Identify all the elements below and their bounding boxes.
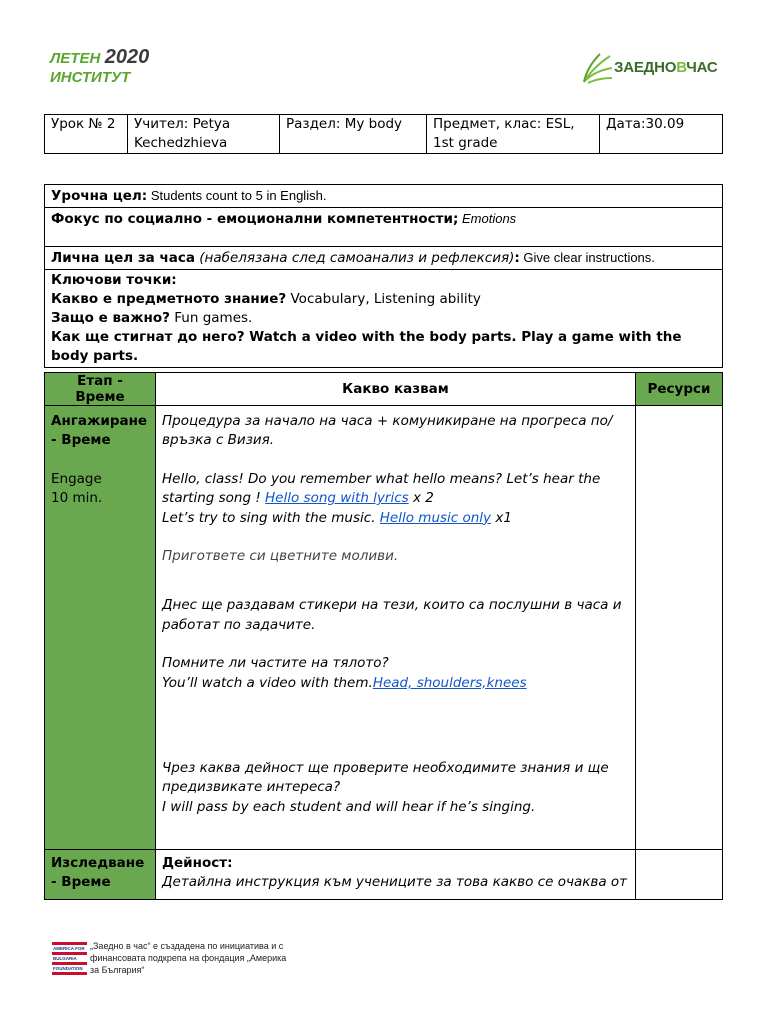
personal-goal-label: Лична цел за часа xyxy=(51,250,195,266)
engage-video-text: You’ll watch a video with them. xyxy=(162,674,373,691)
section-cell: Раздел: My body xyxy=(280,115,427,154)
explore-stage-title: Изследване - Време xyxy=(51,855,145,891)
logo-word-v: В xyxy=(676,59,687,76)
personal-goal-value: Give clear instructions. xyxy=(519,250,655,265)
flag-text-1: AMERICA FOR xyxy=(53,946,85,951)
engage-body-parts-question: Помните ли частите на тялото? xyxy=(162,655,389,672)
explore-stage-cell xyxy=(45,850,156,900)
hello-music-only-link[interactable]: Hello music only xyxy=(379,509,492,526)
explore-content-cell xyxy=(156,850,636,900)
engage-hello-text: Hello, class! Do you remember what hello means? Let’s hear the starting song ! xyxy=(162,470,601,507)
subject-cell: Предмет, клас: ESL, 1st grade xyxy=(427,115,600,154)
engage-hello-line xyxy=(162,470,629,509)
america-for-bulgaria-foundation-logo xyxy=(52,940,87,978)
engage-stickers-note: Днес ще раздавам стикери на тези, които са послушни в часа и работат по задачите. xyxy=(162,597,622,633)
engage-resources-cell xyxy=(636,406,723,850)
lesson-info-table xyxy=(44,114,723,154)
footer-line2: финансовата подкрепа на фондация „Америка xyxy=(90,953,287,963)
header-what: Какво казвам xyxy=(156,373,636,406)
explore-activity-text: Детайлна инструкция към учениците за това какво се очаква от xyxy=(162,874,628,891)
focus-label: Фокус по социално - емоционални компетентности; xyxy=(51,211,459,227)
engage-activity-question: Чрез каква дейност ще проверите необходимите знания и ще предизвикате интереса? xyxy=(162,760,609,796)
engage-stage-sub1: Engage xyxy=(51,470,102,487)
hello-song-lyrics-link[interactable]: Hello song with lyrics xyxy=(265,490,409,507)
explore-resources-cell xyxy=(636,850,723,900)
engage-sing-repeat: x1 xyxy=(491,509,512,526)
how-label: Как ще стигнат до него? Watch a video with the body parts. Play a game with the body parts. xyxy=(51,329,682,364)
why-value: Fun games. xyxy=(169,310,253,326)
why-label: Защо е важно? xyxy=(51,310,170,326)
logo-line2: ИНСТИТУТ xyxy=(50,69,131,86)
footer-line1: „Заедно в час“ е създадена по инициатива и с xyxy=(90,941,284,951)
footer-line3: за България“ xyxy=(90,965,145,975)
lesson-goal-row xyxy=(45,185,723,208)
engage-pencils-note: Пригответе си цветните моливи. xyxy=(162,548,399,565)
focus-value: Emotions xyxy=(458,211,517,226)
key-points-label: Ключови точки: xyxy=(51,272,177,288)
logo-word-zaedno: ЗАЕДНО xyxy=(614,59,677,76)
explore-activity-label: Дейност: xyxy=(162,855,233,871)
flag-text-2: BULGARIA xyxy=(53,956,77,961)
focus-row xyxy=(45,208,723,247)
engage-stage-time: 10 min. xyxy=(51,490,103,507)
head-shoulders-knees-link[interactable]: Head, shoulders,knees xyxy=(372,674,527,691)
personal-goal-row xyxy=(45,247,723,270)
date-cell: Дата:30.09 xyxy=(600,115,723,154)
lesson-number: Урок № 2 xyxy=(45,115,128,154)
footer-text xyxy=(90,940,310,976)
engage-procedure: Процедура за начало на часа + комуникиране на прогреса по/ връзка с Визия. xyxy=(162,413,613,449)
engage-video-line xyxy=(162,674,629,693)
engage-stage-title: Ангажиране - Време xyxy=(51,413,148,449)
leaf-icon xyxy=(580,50,614,86)
engage-activity-answer: I will pass by each student and will hear if he’s singing. xyxy=(162,798,536,815)
engage-content-cell xyxy=(156,406,636,850)
engage-stage-cell xyxy=(45,406,156,850)
zaedno-v-chas-logo xyxy=(580,50,730,90)
flag-text-3: FOUNDATION xyxy=(53,966,83,971)
knowledge-label: Какво е предметното знание? xyxy=(51,291,287,307)
personal-goal-colon: : xyxy=(514,250,520,266)
engage-hello-repeat: x 2 xyxy=(408,490,434,507)
teacher-cell: Учител: Petya Kechedzhieva xyxy=(128,115,280,154)
knowledge-value: Vocabulary, Listening ability xyxy=(286,291,481,307)
lesson-goal-label: Урочна цел: xyxy=(51,188,148,204)
engage-sing-text: Let’s try to sing with the music. xyxy=(162,509,380,526)
logo-word-chas: ЧАС xyxy=(686,59,718,76)
key-points-row xyxy=(45,270,723,368)
lesson-goals-table xyxy=(44,184,723,368)
engage-sing-line xyxy=(162,509,629,528)
lesson-plan-table xyxy=(44,372,723,900)
personal-goal-note: (набелязана след самоанализ и рефлексия) xyxy=(194,250,515,266)
lesson-goal-value: Students count to 5 in English. xyxy=(147,188,327,203)
logo-line1: ЛЕТЕН xyxy=(50,50,101,67)
logo-year: 2020 xyxy=(104,46,150,68)
summer-institute-logo xyxy=(50,48,149,87)
header-resources: Ресурси xyxy=(636,373,723,406)
header-stage: Етап - Време xyxy=(45,373,156,406)
